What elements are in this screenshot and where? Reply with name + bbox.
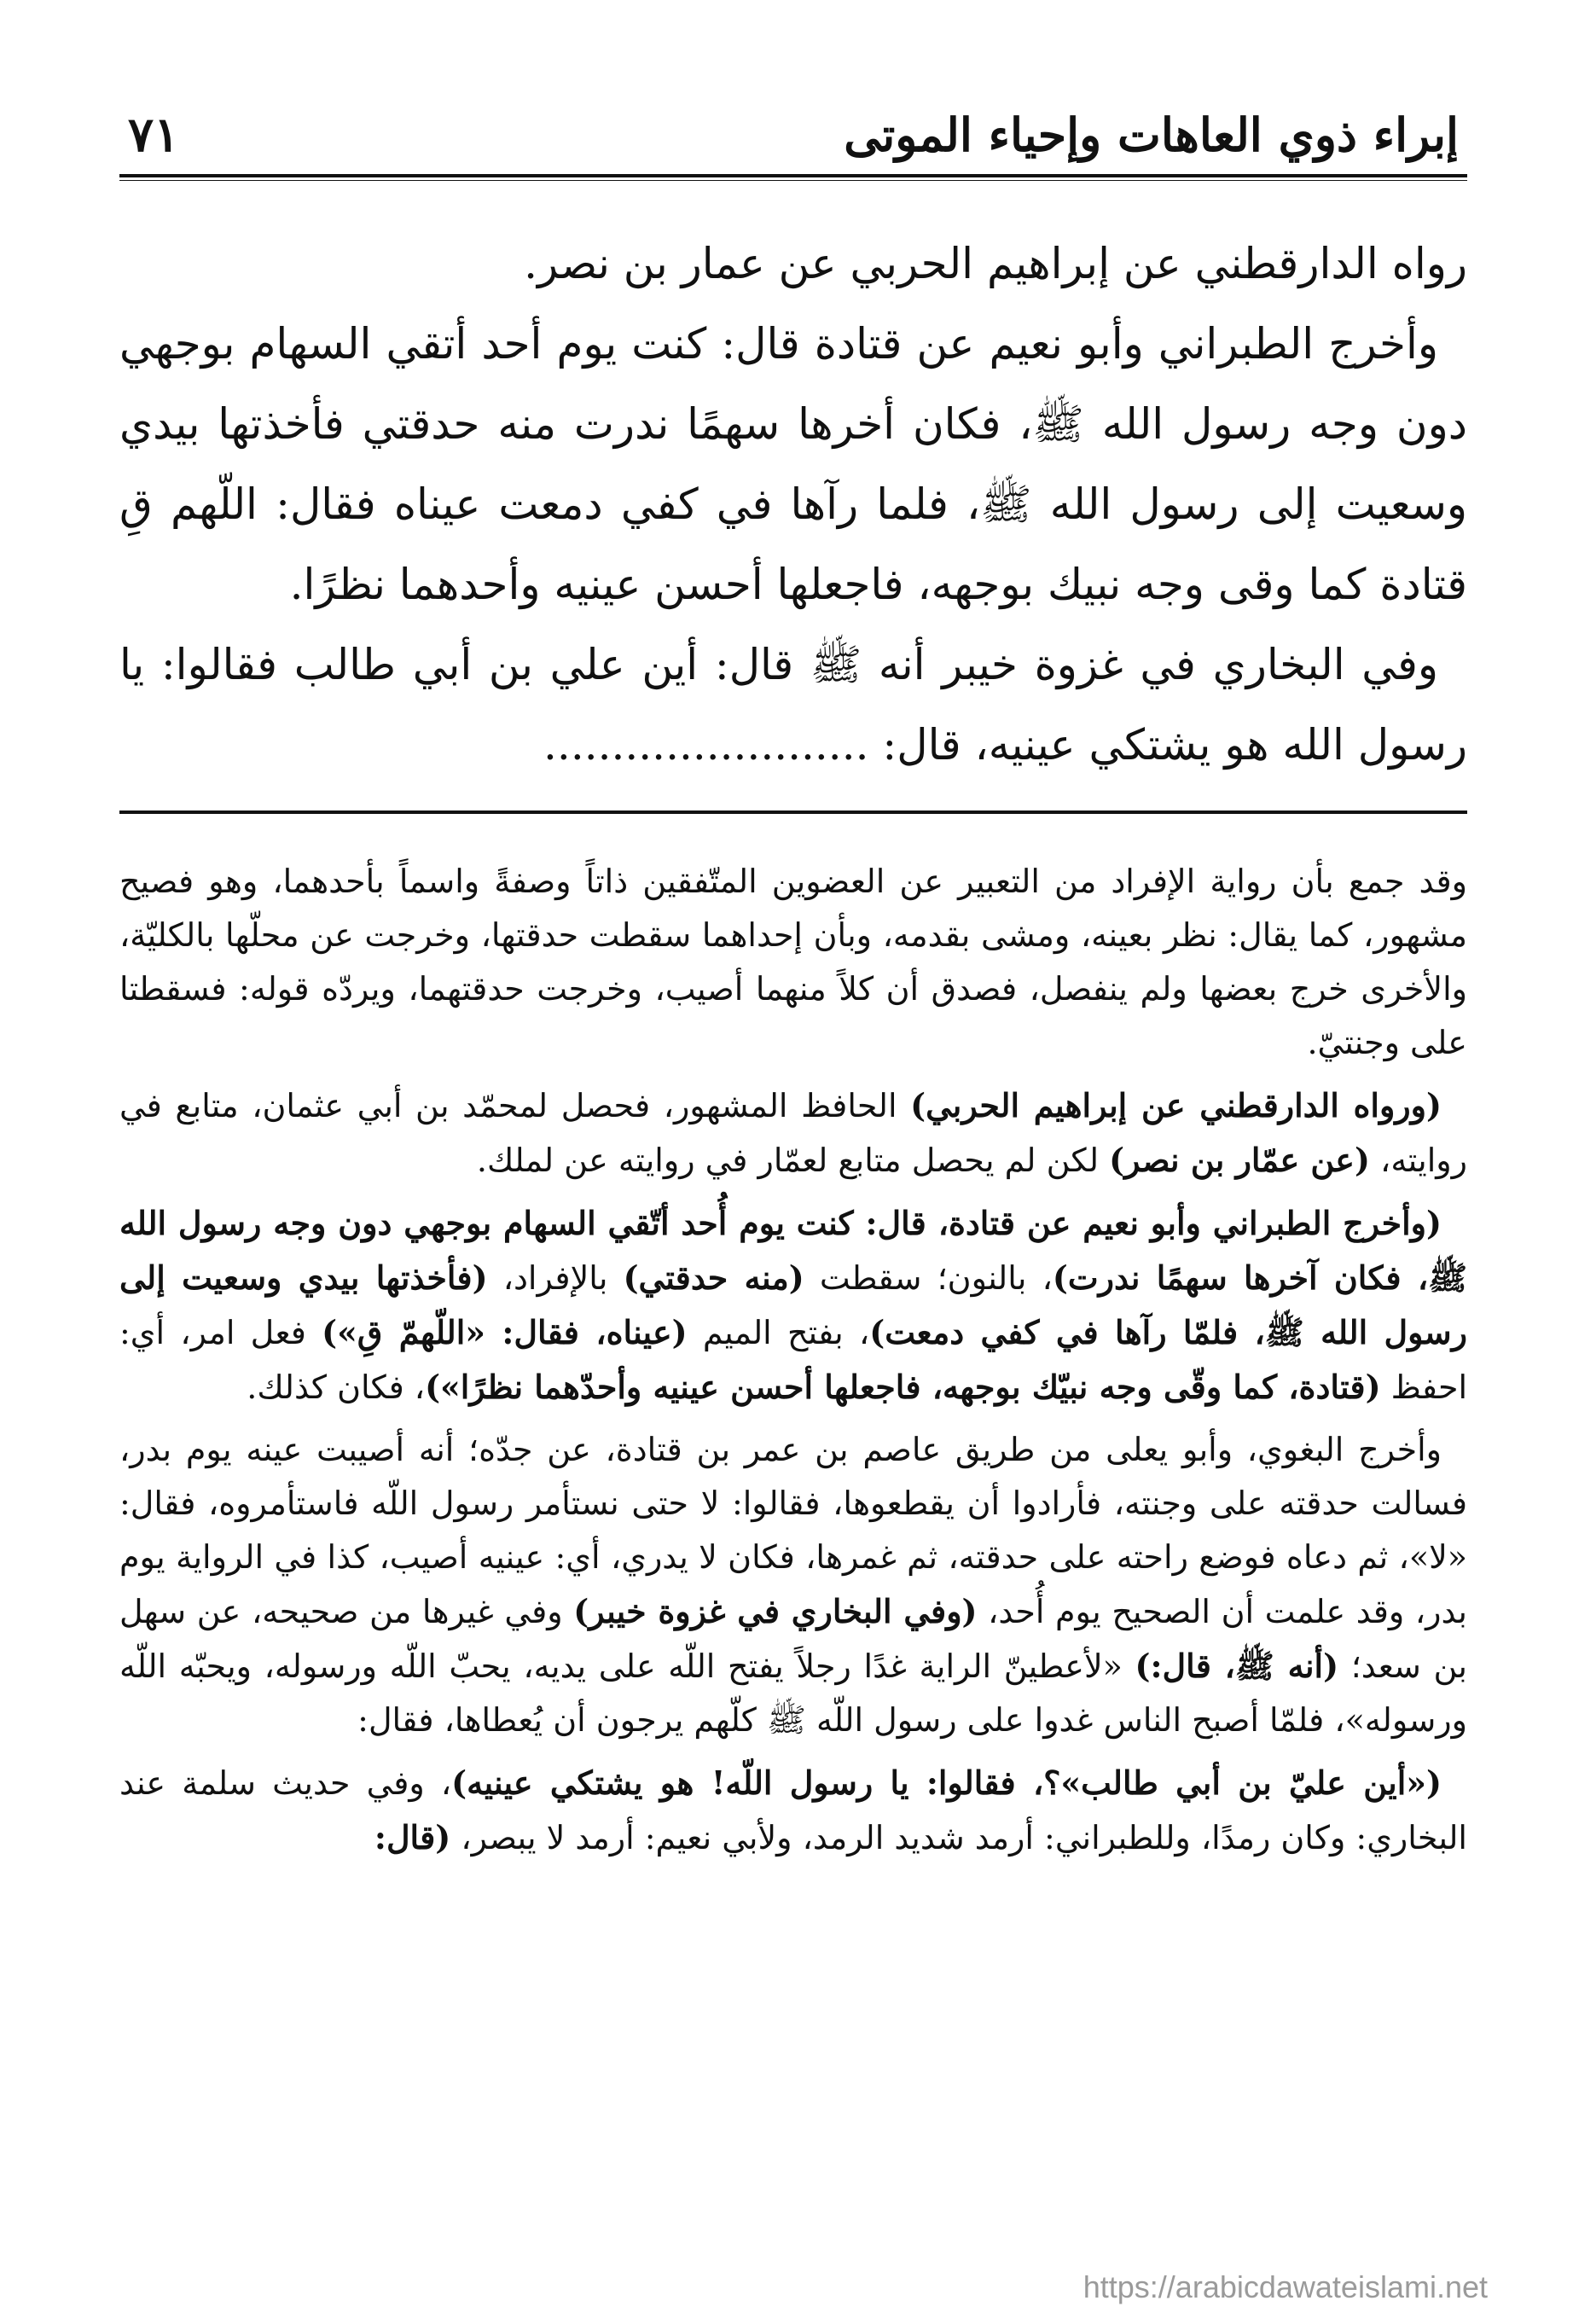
- commentary-paragraph-1: وقد جمع بأن رواية الإفراد من التعبير عن العضوين المتّفقين ذاتاً وصفةً واسماً بأحدهما، وهو فصيح مشهور، كما يقال: نظر بعينه، ومشى بقدمه، وبأن إحداهما سقطت حدقتها، وخرجت عن محلّها بالكليّة، والأخرى خرج بعضها ولم ينفصل، فصدق أن كلاً منهما أصيب، وخرجت حدقتهما، ويردّه قوله: فسقطتا على وجنتيّ.: [119, 863, 1467, 1061]
- commentary-text-run: وأخرج البغوي، وأبو يعلى من طريق عاصم بن عمر بن قتادة، عن جدّه؛ أنه أصيبت عينه يوم بدر، فسالت حدقته على وجنته، فأرادوا أن يقطعوها، فقالوا: لا حتى نستأمر رسول اللّه فاستأمروه، فقال: «لا»، ثم دعاه فوضع راحته على حدقته، ثم غمرها، فكان لا يدري، أي: عينيه أصيب، كذا في الرواية يوم بدر، وقد علمت أن الصحيح يوم أُحد،: [119, 1431, 1468, 1630]
- main-paragraph-3-text: وفي البخاري في غزوة خيبر أنه ﷺ قال: أين علي بن أبي طالب فقالوا: يا رسول الله هو يشتكي عينيه، قال:: [119, 640, 1467, 770]
- commentary-text: [119, 855, 1467, 1874]
- ellipsis-dots: ........................: [543, 720, 869, 770]
- footnote-separator: [119, 810, 1467, 814]
- main-text: [119, 224, 1467, 785]
- commentary-text-run: لكن لم يحصل متابع لعمّار في روايته عن لملك.: [476, 1142, 1110, 1179]
- commentary-paragraph-3: [119, 1196, 1467, 1415]
- quoted-phrase: (وفي البخاري في غزوة خيبر): [573, 1592, 978, 1630]
- commentary-paragraph-2: [119, 1078, 1467, 1188]
- commentary-text-run: «لأعطينّ الراية غدًا رجلاً يفتح اللّه على يديه، يحبّ اللّه ورسوله، ويحبّه اللّه ورسوله»، فلمّا أصبح الناس غدوا على رسول اللّه ﷺ كلّهم يرجون أن يُعطاها، فقال:: [119, 1647, 1467, 1739]
- quoted-phrase: («أين عليّ بن أبي طالب»؟، فقالوا: يا رسول اللّه! هو يشتكي عينيه): [451, 1763, 1442, 1802]
- commentary-text-run: الحافظ المشهور، فحصل لمحمّد بن أبي عثمان، متابع في روايته،: [119, 1087, 1467, 1179]
- commentary-text-run: ، فكان كذلك.: [247, 1368, 426, 1406]
- main-paragraph-2: وأخرج الطبراني وأبو نعيم عن قتادة قال: كنت يوم أحد أتقي السهام بوجهي دون وجه رسول الله ﷺ، فكان أخرها سهمًا ندرت منه حدقتي فأخذتها بيدي وسعيت إلى رسول الله ﷺ، فلما رآها في كفي دمعت عيناه فقال: اللّهم قِ قتادة كما وقى وجه نبيك بوجهه، فاجعلها أحسن عينيه وأحدهما نظرًا.: [119, 319, 1467, 609]
- quoted-phrase: (منه حدقتي): [623, 1258, 804, 1297]
- commentary-text-run: بالإفراد،: [487, 1259, 624, 1297]
- main-paragraph-3: [119, 625, 1467, 785]
- quoted-phrase: (ورواه الدارقطني عن إبراهيم الحربي): [910, 1086, 1442, 1124]
- commentary-text-run: ، بفتح الميم: [687, 1314, 870, 1351]
- quoted-phrase: (وأخرج الطبراني وأبو نعيم عن قتادة، قال: كنت يوم أُحد أتّقي السهام بوجهي دون وجه رسول الله ﷺ، فكان آخرها سهمًا ندرت): [119, 1204, 1467, 1297]
- quoted-phrase: (قال:: [374, 1818, 451, 1856]
- quoted-phrase: (فأخذتها بيدي وسعيت إلى رسول الله ﷺ، فلمّا رآها في كفي دمعت): [119, 1258, 1467, 1351]
- running-title: إبراء ذوي العاهات وإحياء الموتى: [844, 107, 1459, 162]
- page-header: [128, 101, 1459, 169]
- quoted-phrase: (قتادة، كما وقّى وجه نبيّك بوجهه، فاجعلها أحسن عينيه وأحدّهما نظرًا»): [425, 1368, 1381, 1406]
- header-rule: [119, 174, 1467, 181]
- commentary-text-run: فعل امر، أي: احفظ: [119, 1314, 1467, 1406]
- commentary-text-run: ، وفي حديث سلمة عند البخاري: وكان رمدًا، وللطبراني: أرمد شديد الرمد، ولأبي نعيم: أرمد لا يبصر،: [119, 1764, 1467, 1856]
- commentary-paragraph-5: [119, 1756, 1467, 1865]
- page-number: ٧١: [128, 107, 180, 163]
- quoted-phrase: (أنه ﷺ، قال:): [1135, 1647, 1339, 1685]
- watermark-url: https://arabicdawateislami.net: [1083, 2269, 1488, 2304]
- commentary-text-run: وفي غيرها من صحيحه، عن سهل بن سعد؛: [119, 1593, 1468, 1685]
- quoted-phrase: (عيناه، فقال: «اللّهمّ قِ»): [322, 1313, 688, 1351]
- commentary-text-run: ، بالنون؛ سقطت: [804, 1259, 1053, 1297]
- quoted-phrase: (عن عمّار بن نصر): [1109, 1141, 1370, 1179]
- commentary-paragraph-4: [119, 1423, 1467, 1747]
- main-paragraph-1: رواه الدارقطني عن إبراهيم الحربي عن عمار بن نصر.: [524, 239, 1467, 288]
